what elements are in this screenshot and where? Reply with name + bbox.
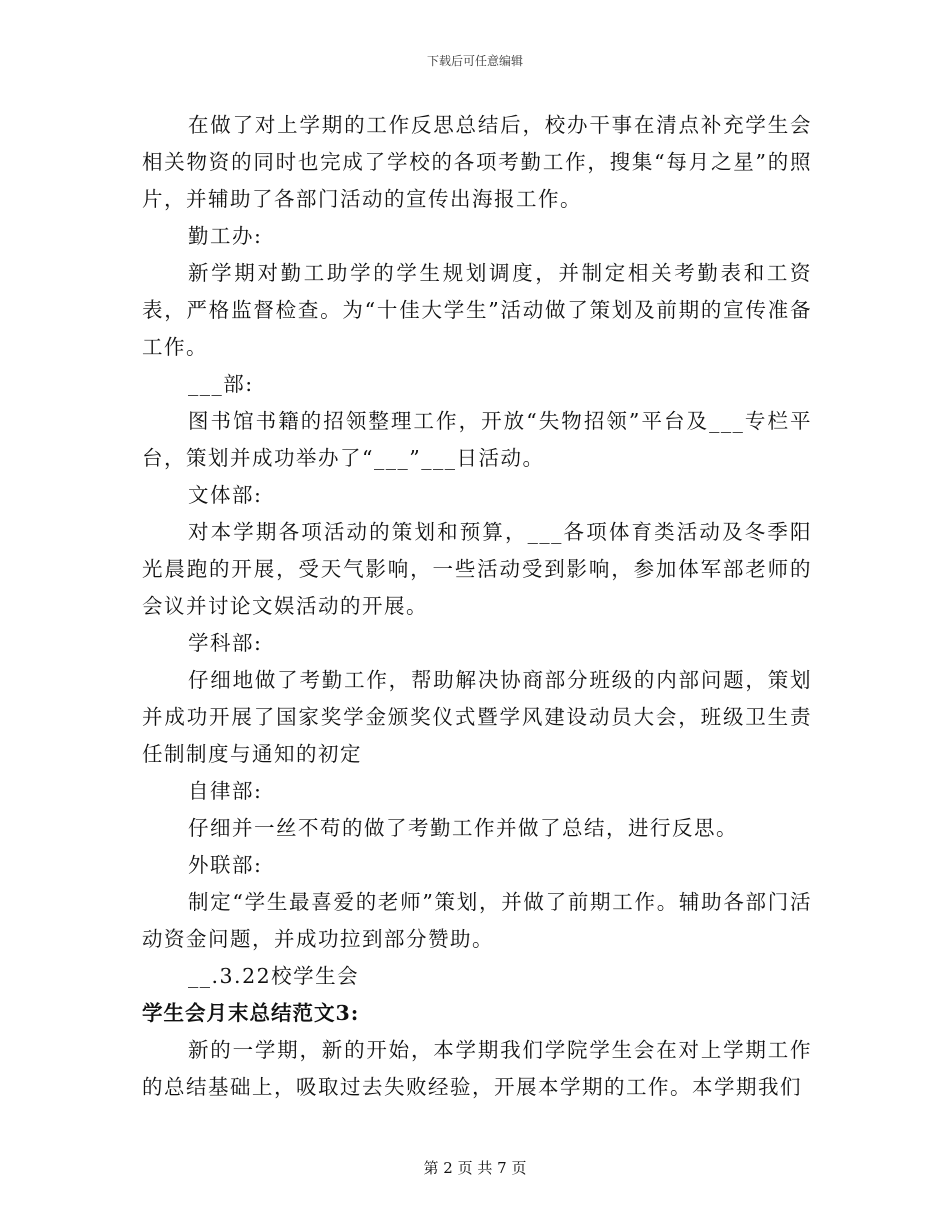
section-heading-qingongban: 勤工办: (188, 224, 263, 248)
section-heading-wentibu: 文体部: (188, 483, 263, 507)
paragraph-qingongban: 新学期对勤工助学的学生规划调度，并制定相关考勤表和工资表，严格监督检查。为“十佳大学生”活动做了策划及前期的宣传准备工作。 (142, 261, 812, 359)
document-body (142, 107, 812, 1106)
paragraph-wentibu: 对本学期各项活动的策划和预算，___各项体育类活动及冬季阳光晨跑的开展，受天气影响，一些活动受到影响，参加体军部老师的会议并讨论文娱活动的开展。 (142, 520, 812, 618)
signature-line: __.3.22校学生会 (188, 964, 360, 988)
paragraph-intro: 在做了对上学期的工作反思总结后，校办干事在清点补充学生会相关物资的同时也完成了学校的各项考勤工作，搜集“每月之星”的照片，并辅助了各部门活动的宣传出海报工作。 (142, 113, 812, 211)
paragraph-zilvbu: 仔细并一丝不苟的做了考勤工作并做了总结，进行反思。 (188, 816, 738, 840)
paragraph-summary-3: 新的一学期，新的开始，本学期我们学院学生会在对上学期工作的总结基础上，吸取过去失败经验，开展本学期的工作。本学期我们 (142, 1038, 812, 1099)
paragraph-xuekebu: 仔细地做了考勤工作，帮助解决协商部分班级的内部问题，策划并成功开展了国家奖学金颁奖仪式暨学风建设动员大会，班级卫生责任制制度与通知的初定 (142, 668, 812, 766)
paragraph-wailianbu: 制定“学生最喜爱的老师”策划，并做了前期工作。辅助各部门活动资金问题，并成功拉到部分赞助。 (142, 890, 812, 951)
section-heading-xuekebu: 学科部: (188, 631, 263, 655)
page-header: 下载后可任意编辑 (426, 54, 523, 68)
section-title: 学生会月末总结范文3: (142, 1001, 360, 1025)
section-heading-zilvbu: 自律部: (188, 779, 263, 803)
section-heading-wailianbu: 外联部: (188, 853, 263, 877)
paragraph-blank-dept: 图书馆书籍的招领整理工作，开放“失物招领”平台及___专栏平台，策划并成功举办了“___”___日活动。 (142, 409, 812, 470)
page-footer: 第 2 页 共 7 页 (423, 1159, 527, 1177)
section-heading-blank-dept: ___部: (188, 372, 254, 396)
